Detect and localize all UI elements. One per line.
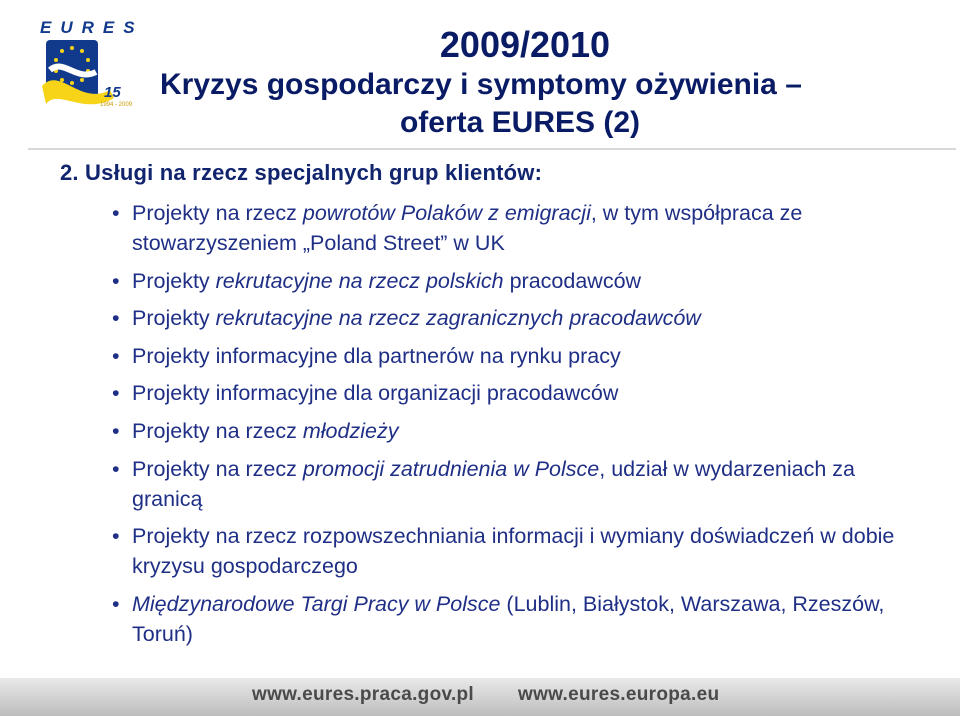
list-item bbox=[60, 454, 930, 514]
bullet-icon: • bbox=[112, 343, 120, 368]
list-item-text: (Lublin, Białystok, Warszawa, Rzeszów, Toruń) bbox=[132, 591, 885, 646]
list-item-text: promocji zatrudnienia w Polsce bbox=[302, 456, 600, 481]
bullet-icon: • bbox=[112, 201, 120, 225]
list-item-text: pracodawców bbox=[503, 268, 642, 293]
list-item-text: rekrutacyjne na rzecz zagranicznych pracodawców bbox=[215, 306, 701, 331]
bullet-icon: • bbox=[112, 268, 120, 293]
bullet-icon: • bbox=[112, 456, 120, 481]
section-heading: 2. Usługi na rzecz specjalnych grup klientów: bbox=[60, 160, 543, 185]
list-item bbox=[60, 266, 930, 296]
list-item bbox=[60, 416, 930, 446]
list-item bbox=[60, 303, 930, 333]
list-item-text: Międzynarodowe Targi Pracy w Polsce bbox=[132, 591, 501, 616]
bullet-icon: • bbox=[112, 306, 120, 331]
list-item bbox=[60, 341, 930, 371]
list-item-text: młodzieży bbox=[302, 418, 399, 443]
list-item-text: Projekty informacyjne dla partnerów na rynku pracy bbox=[132, 343, 621, 368]
list-item-text: Projekty bbox=[132, 268, 216, 293]
page-title bbox=[160, 24, 880, 142]
footer-link-eures-praca[interactable]: www.eures.praca.gov.pl bbox=[252, 684, 475, 705]
list-item-text: , w tym współpraca ze stowarzyszeniem „Poland Street” w UK bbox=[132, 201, 803, 255]
header-divider bbox=[28, 148, 956, 150]
list-item bbox=[60, 589, 930, 649]
service-list bbox=[60, 198, 930, 649]
logo-wordmark: EURES bbox=[40, 18, 144, 37]
list-item-text: Projekty bbox=[132, 306, 216, 331]
title-sub: oferta EURES (2) bbox=[399, 106, 641, 139]
bullet-icon: • bbox=[112, 591, 120, 616]
list-item-text: Projekty na rzecz rozpowszechniania informacji i wymiany doświadczeń w dobie kryzysu gospodarczego bbox=[132, 524, 895, 579]
list-item-text: powrotów Polaków z emigracji bbox=[302, 201, 591, 225]
list-item-text: , udział w wydarzeniach za granicą bbox=[132, 456, 855, 511]
bullet-icon: • bbox=[112, 418, 120, 443]
footer-bar bbox=[0, 678, 960, 716]
title-main: Kryzys gospodarczy i symptomy ożywienia – bbox=[160, 68, 802, 101]
list-item bbox=[60, 198, 930, 258]
list-item-text: Projekty informacyjne dla organizacji pracodawców bbox=[132, 381, 619, 406]
anniversary-years: 1994 - 2009 bbox=[100, 102, 133, 108]
anniversary-badge: 15 bbox=[104, 84, 121, 101]
list-item-text: Projekty na rzecz bbox=[132, 201, 303, 225]
list-item-text: Projekty na rzecz bbox=[132, 456, 303, 481]
list-item bbox=[60, 521, 930, 581]
bullet-icon: • bbox=[112, 524, 120, 549]
title-year: 2009/2010 bbox=[439, 24, 611, 65]
slide-content bbox=[60, 160, 930, 656]
eures-logo bbox=[40, 18, 144, 118]
list-item-text: rekrutacyjne na rzecz polskich bbox=[215, 268, 504, 293]
list-item bbox=[60, 378, 930, 408]
footer-link-eures-europa[interactable]: www.eures.europa.eu bbox=[518, 684, 720, 705]
bullet-icon: • bbox=[112, 381, 120, 406]
list-item-text: Projekty na rzecz bbox=[132, 418, 303, 443]
